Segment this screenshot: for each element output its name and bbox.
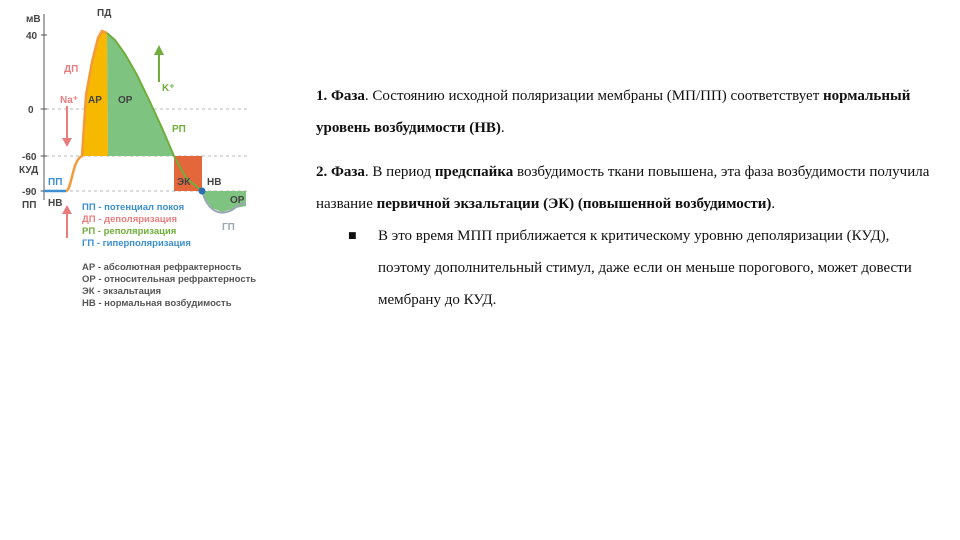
phase-2-text-a: . В период xyxy=(364,164,435,180)
phase-2-term-prespike: предспайка xyxy=(434,164,514,180)
bullet-item xyxy=(348,220,936,316)
ar-label: АР xyxy=(88,95,102,106)
nv-right-label: НВ xyxy=(207,177,222,188)
phase-1-heading: 1. Фаза xyxy=(316,88,365,104)
dp-label: ДП xyxy=(64,64,79,75)
bullet-text: В это время МПП приближается к критическому уровню деполяризации (КУД), поэтому дополнительный стимул, даже если он меньше порогового, может довести мембрану до КУД. xyxy=(378,228,912,308)
unit-label: мВ xyxy=(26,14,41,25)
gp-label: ГП xyxy=(222,222,235,233)
phase-1-text-a: . Состоянию исходной поляризации мембраны (МП/ПП) соответствует xyxy=(364,88,824,104)
stimulus-arrow-head xyxy=(62,205,72,214)
or-bottom-label: ОР xyxy=(230,195,245,206)
legend-item: РП - реполяризация xyxy=(82,226,177,237)
nv-left-label: НВ xyxy=(48,198,63,209)
tick-label-kud: КУД xyxy=(19,165,39,176)
threshold-point xyxy=(199,188,206,195)
bullet-square-icon: ■ xyxy=(348,231,357,241)
legend-item: АР - абсолютная рефрактерность xyxy=(82,262,242,273)
legend-item: ГП - гиперполяризация xyxy=(82,238,191,249)
tick-label-40: 40 xyxy=(26,31,38,42)
legend-item: ОР - относительная рефрактерность xyxy=(82,274,257,285)
phase-2-text-b: возбудимость ткани повышена, эта фаза возбудимости получила название xyxy=(316,164,930,212)
action-potential-diagram xyxy=(0,0,300,320)
legend xyxy=(82,202,256,309)
rp-label: РП xyxy=(172,124,186,135)
k-arrow-head xyxy=(154,45,164,55)
na-label: Na⁺ xyxy=(60,95,79,106)
legend-item: ПП - потенциал покоя xyxy=(82,202,185,213)
legend-item: ДП - деполяризация xyxy=(82,214,177,225)
ek-label: ЭК xyxy=(177,177,191,188)
pd-label: ПД xyxy=(97,8,112,19)
or-top-label: ОР xyxy=(118,95,133,106)
phase-2-text-c: . xyxy=(771,196,776,212)
paragraph-phase-1 xyxy=(316,80,936,144)
tick-label-pp: ПП xyxy=(22,200,37,211)
na-arrow-head xyxy=(62,138,72,147)
paragraph-phase-2 xyxy=(316,156,936,220)
pp-label: ПП xyxy=(48,177,63,188)
tick-label-0: 0 xyxy=(28,105,34,116)
k-label: K⁺ xyxy=(162,83,175,94)
legend-item: ЭК - экзальтация xyxy=(82,286,162,297)
text-block xyxy=(316,80,936,316)
phase-2-heading: 2. Фаза xyxy=(316,164,365,180)
phase-1-term: нормальный уровень возбудимости (НВ) xyxy=(316,88,911,136)
tick-label-minus60: -60 xyxy=(22,152,37,163)
phase-1-text-b: . xyxy=(500,120,505,136)
phase-2-term-exaltation: первичной экзальтации (ЭК) (повышенной возбудимости) xyxy=(376,196,772,212)
legend-item: НВ - нормальная возбудимость xyxy=(82,298,232,309)
tick-label-minus90: -90 xyxy=(22,187,37,198)
